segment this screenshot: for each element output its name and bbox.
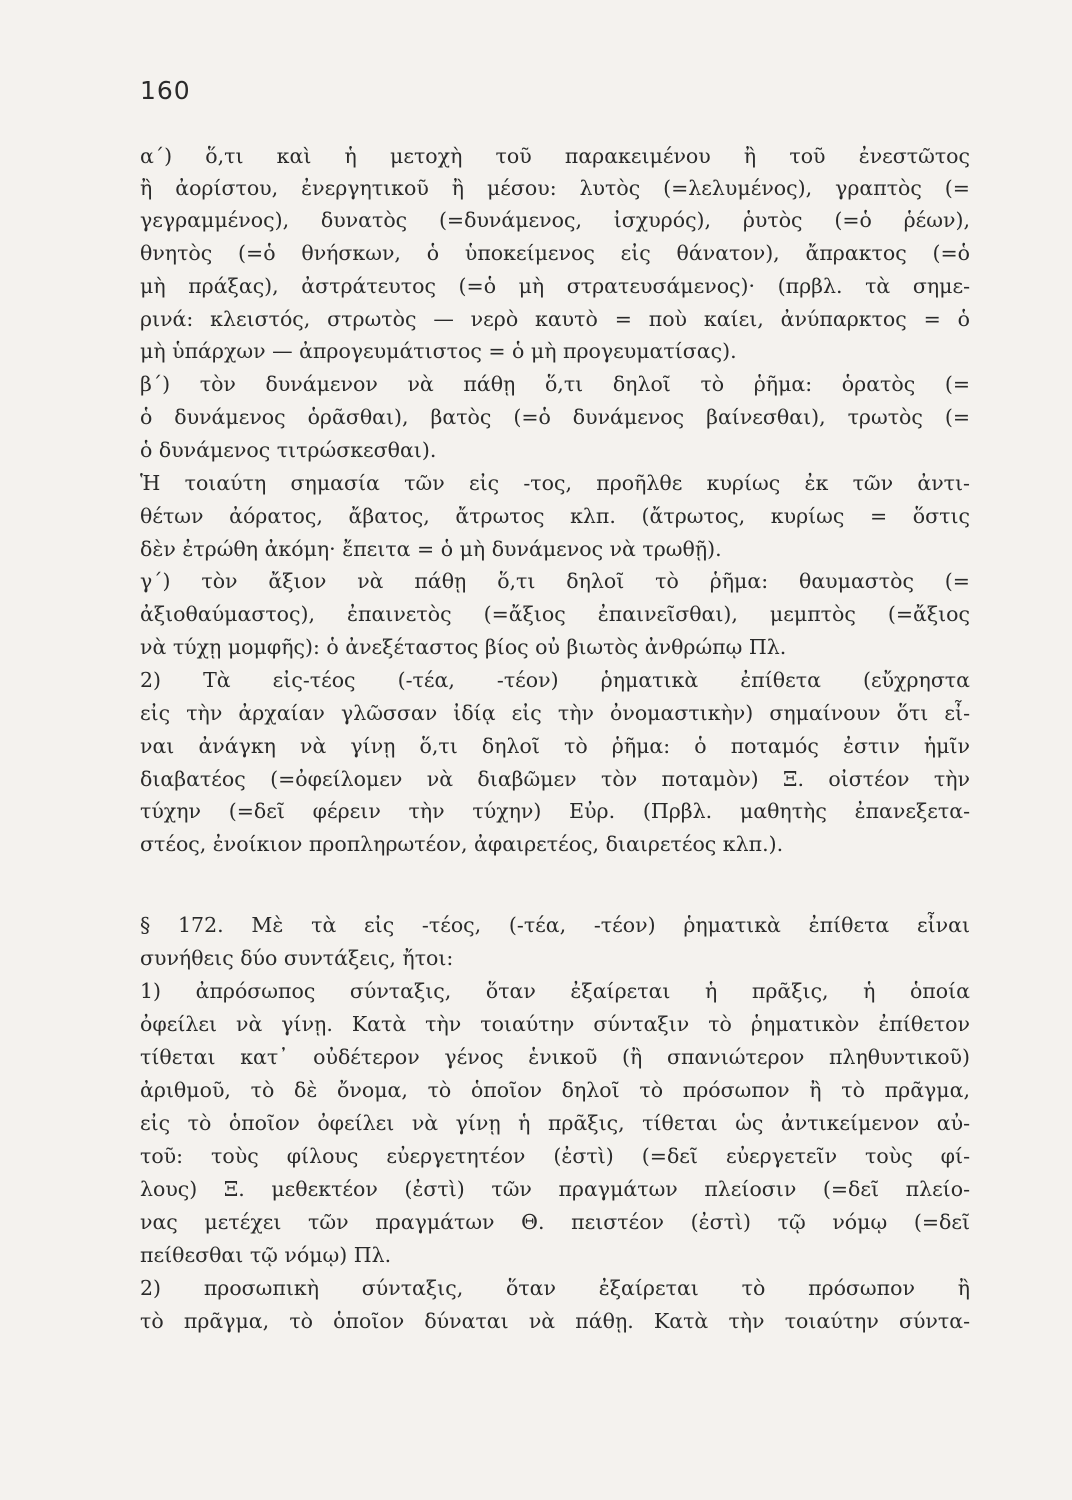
page-number: 160 [140,76,191,105]
text-line: νας μετέχει τῶν πραγμάτων Θ. πειστέον (ἐστὶ) τῷ νόμῳ (=δεῖ [140,1210,970,1234]
text-line: γ΄) τὸν ἄξιον νὰ πάθῃ ὅ,τι δηλοῖ τὸ ῥῆμα: θαυμαστὸς (= [140,569,970,593]
text-line: συνήθεις δύο συντάξεις, ἤτοι: [140,946,454,970]
text-line: ἢ ἀορίστου, ἐνεργητικοῦ ἢ μέσου: λυτὸς (=λελυμένος), γραπτὸς (= [140,176,970,200]
text-line: 2) Τὰ εἰς-τέος (-τέα, -τέον) ῥηματικὰ ἐπίθετα (εὔχρηστα [140,668,970,692]
text-line: θνητὸς (=ὁ θνήσκων, ὁ ὑποκείμενος εἰς θάνατον), ἄπρακτος (=ὁ [140,241,970,265]
text-line: εἰς τὴν ἀρχαίαν γλῶσσαν ἰδίᾳ εἰς τὴν ὀνομαστικὴν) σημαίνουν ὅτι εἶ- [140,701,970,725]
text-line: 1) ἀπρόσωπος σύνταξις, ὅταν ἐξαίρεται ἡ πρᾶξις, ἡ ὁποία [140,979,970,1003]
text-line: ρινά: κλειστός, στρωτὸς — νερὸ καυτὸ = ποὺ καίει, ἀνύπαρκτος = ὁ [140,307,970,331]
text-line: Ἡ τοιαύτη σημασία τῶν εἰς -τος, προῆλθε κυρίως ἐκ τῶν ἀντι- [140,471,970,495]
text-line: δὲν ἐτρώθη ἀκόμη· ἔπειτα = ὁ μὴ δυνάμενος νὰ τρωθῇ). [140,537,722,561]
text-line: πείθεσθαι τῷ νόμῳ) Πλ. [140,1243,392,1267]
text-line: ὀφείλει νὰ γίνῃ. Κατὰ τὴν τοιαύτην σύνταξιν τὸ ῥηματικὸν ἐπίθετον [140,1012,970,1036]
text-line: α΄) ὅ,τι καὶ ἡ μετοχὴ τοῦ παρακειμένου ἢ τοῦ ἐνεστῶτος [140,144,970,168]
text-line: β΄) τὸν δυνάμενον νὰ πάθῃ ὅ,τι δηλοῖ τὸ ῥῆμα: ὁρατὸς (= [140,372,970,396]
text-line: νὰ τύχῃ μομφῆς): ὁ ἀνεξέταστος βίος οὐ βιωτὸς ἀνθρώπῳ Πλ. [140,635,787,659]
text-line: λους) Ξ. μεθεκτέον (ἐστὶ) τῶν πραγμάτων πλείοσιν (=δεῖ πλείο- [140,1177,970,1201]
text-line: τοῦ: τοὺς φίλους εὐεργετητέον (ἐστὶ) (=δεῖ εὐεργετεῖν τοὺς φί- [140,1144,970,1168]
text-line: ὁ δυνάμενος τιτρώσκεσθαι). [140,438,437,462]
text-line: εἰς τὸ ὁποῖον ὀφείλει νὰ γίνῃ ἡ πρᾶξις, τίθεται ὡς ἀντικείμενον αὐ- [140,1111,970,1135]
text-line: γεγραμμένος), δυνατὸς (=δυνάμενος, ἰσχυρός), ῥυτὸς (=ὁ ῥέων), [140,208,970,232]
text-line: τύχην (=δεῖ φέρειν τὴν τύχην) Εὐρ. (Πρβλ. μαθητὴς ἐπανεξετα- [140,799,970,823]
text-line: μὴ ὑπάρχων — ἀπρογευμάτιστος = ὁ μὴ προγευματίσας). [140,339,737,363]
text-line: ναι ἀνάγκη νὰ γίνῃ ὅ,τι δηλοῖ τὸ ῥῆμα: ὁ ποταμός ἐστιν ἡμῖν [140,734,970,758]
text-line: ἀξιοθαύμαστος), ἐπαινετὸς (=ἄξιος ἐπαινεῖσθαι), μεμπτὸς (=ἄξιος [140,602,970,626]
text-line: ὁ δυνάμενος ὁρᾶσθαι), βατὸς (=ὁ δυνάμενος βαίνεσθαι), τρωτὸς (= [140,405,970,429]
text-line: τὸ πρᾶγμα, τὸ ὁποῖον δύναται νὰ πάθῃ. Κατὰ τὴν τοιαύτην σύντα- [140,1309,970,1333]
text-line: στέος, ἐνοίκιον προπληρωτέον, ἀφαιρετέος, διαιρετέος κλπ.). [140,832,784,856]
text-line: τίθεται κατ᾽ οὐδέτερον γένος ἑνικοῦ (ἢ σπανιώτερον πληθυντικοῦ) [140,1045,970,1069]
text-line: διαβατέος (=ὀφείλομεν νὰ διαβῶμεν τὸν ποταμὸν) Ξ. οἰστέον τὴν [140,767,970,791]
text-line: μὴ πράξας), ἀστράτευτος (=ὁ μὴ στρατευσάμενος)· (πρβλ. τὰ σημε- [140,274,970,298]
text-line: θέτων ἀόρατος, ἄβατος, ἄτρωτος κλπ. (ἄτρωτος, κυρίως = ὅστις [140,504,970,528]
section-172-heading: § 172. Μὲ τὰ εἰς -τέος, (-τέα, -τέον) ῥηματικὰ ἐπίθετα εἶναι [140,913,970,937]
text-line: 2) προσωπικὴ σύνταξις, ὅταν ἐξαίρεται τὸ πρόσωπον ἢ [140,1276,970,1300]
text-line: ἀριθμοῦ, τὸ δὲ ὄνομα, τὸ ὁποῖον δηλοῖ τὸ πρόσωπον ἢ τὸ πρᾶγμα, [140,1078,970,1102]
